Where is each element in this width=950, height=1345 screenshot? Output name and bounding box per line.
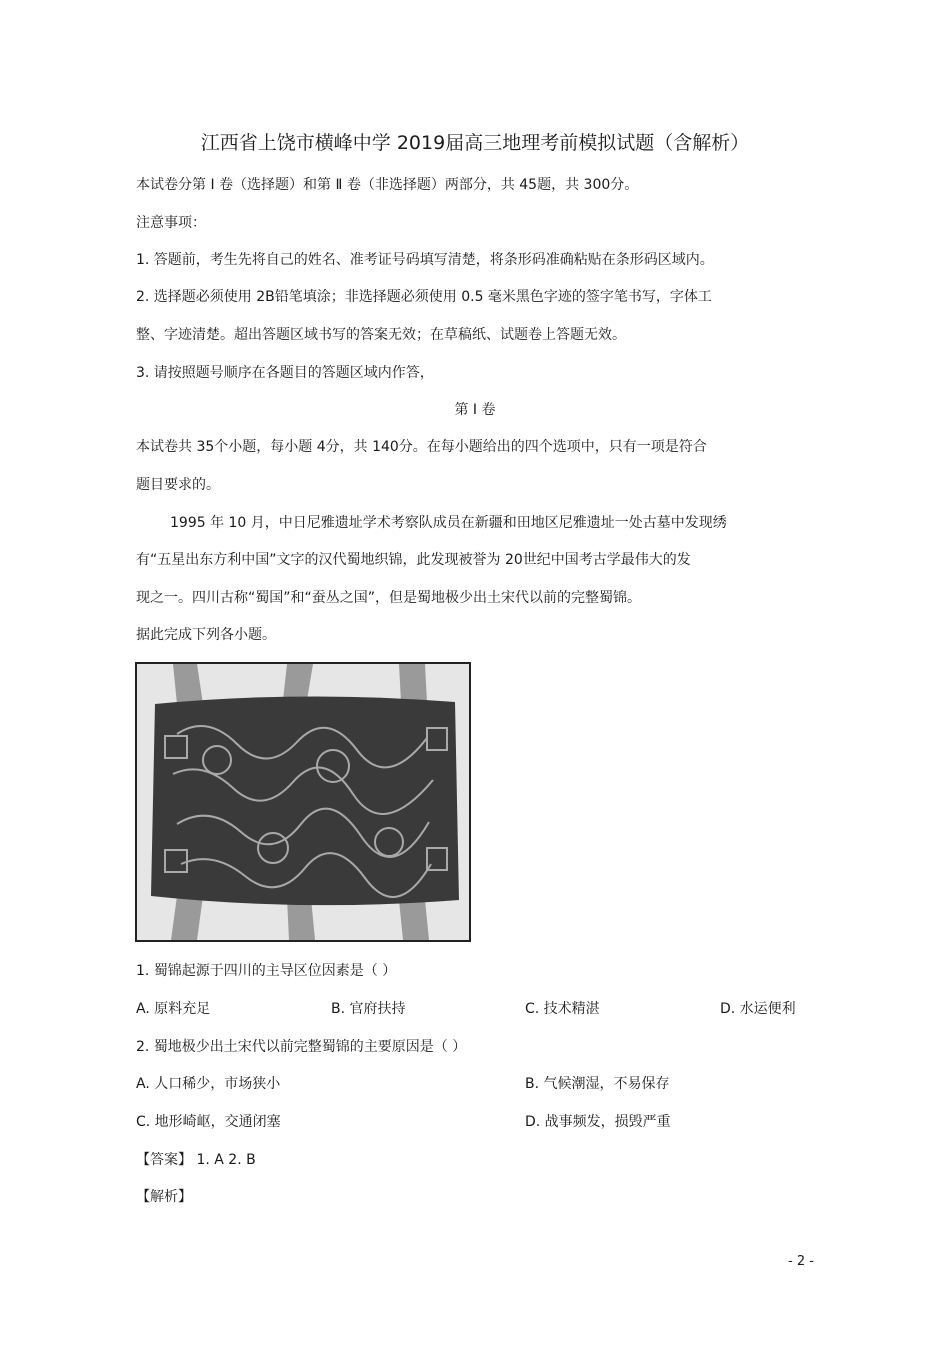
question-1-stem: 1. 蜀锦起源于四川的主导区位因素是（ ） xyxy=(136,963,397,979)
passage-line-3: 现之一。四川古称“蜀国”和“蚕丛之国”，但是蜀地极少出土宋代以前的完整蜀锦。 xyxy=(136,590,642,606)
q2-option-a: A. 人口稀少，市场狭小 xyxy=(136,1076,281,1092)
analysis-heading: 【解析】 xyxy=(136,1189,192,1205)
q1-option-a: A. 原料充足 xyxy=(136,1001,211,1017)
notice-item-2-cont: 整、字迹清楚。超出答题区域书写的答案无效；在草稿纸、试题卷上答题无效。 xyxy=(136,327,626,343)
notice-heading: 注意事项： xyxy=(136,215,206,231)
passage-line-4: 据此完成下列各小题。 xyxy=(136,627,276,643)
question-2-stem: 2. 蜀地极少出土宋代以前完整蜀锦的主要原因是（ ） xyxy=(136,1039,467,1055)
section-desc-2: 题目要求的。 xyxy=(136,477,220,493)
q2-option-d: D. 战事频发，损毁严重 xyxy=(525,1114,671,1130)
notice-item-3: 3. 请按照题号顺序在各题目的答题区域内作答， xyxy=(136,365,434,381)
notice-item-1: 1. 答题前，考生先将自己的姓名、准考证号码填写清楚，将条形码准确粘贴在条形码区域内。 xyxy=(136,252,714,268)
answer-line: 【答案】 1. A 2. B xyxy=(136,1152,256,1168)
q2-option-c: C. 地形崎岖，交通闭塞 xyxy=(136,1114,281,1130)
notice-item-2: 2. 选择题必须使用 2B铅笔填涂；非选择题必须使用 0.5 毫米黑色字迹的签字笔书写，字体工 xyxy=(136,289,712,305)
brocade-photo xyxy=(135,662,471,942)
passage-line-2: 有“五星出东方利中国”文字的汉代蜀地织锦，此发现被誉为 20世纪中国考古学最伟大的发 xyxy=(136,552,691,568)
q1-option-b: B. 官府扶持 xyxy=(331,1001,406,1017)
section-desc-1: 本试卷共 35个小题，每小题 4分，共 140分。在每小题给出的四个选项中，只有一项是符合 xyxy=(136,439,707,455)
brocade-image xyxy=(137,664,469,940)
page-number: - 2 - xyxy=(788,1254,814,1269)
section-title: 第 Ⅰ 卷 xyxy=(454,402,496,418)
q1-option-c: C. 技术精湛 xyxy=(525,1001,600,1017)
passage-line-1: 1995 年 10 月，中日尼雅遗址学术考察队成员在新疆和田地区尼雅遗址一处古墓中发现绣 xyxy=(170,515,727,531)
document-title: 江西省上饶市横峰中学 2019届高三地理考前模拟试题（含解析） xyxy=(200,132,750,154)
q2-option-b: B. 气候潮湿，不易保存 xyxy=(525,1076,670,1092)
q1-option-d: D. 水运便利 xyxy=(720,1001,796,1017)
intro-text: 本试卷分第 Ⅰ 卷（选择题）和第 Ⅱ 卷（非选择题）两部分，共 45题，共 300分。 xyxy=(136,177,639,193)
